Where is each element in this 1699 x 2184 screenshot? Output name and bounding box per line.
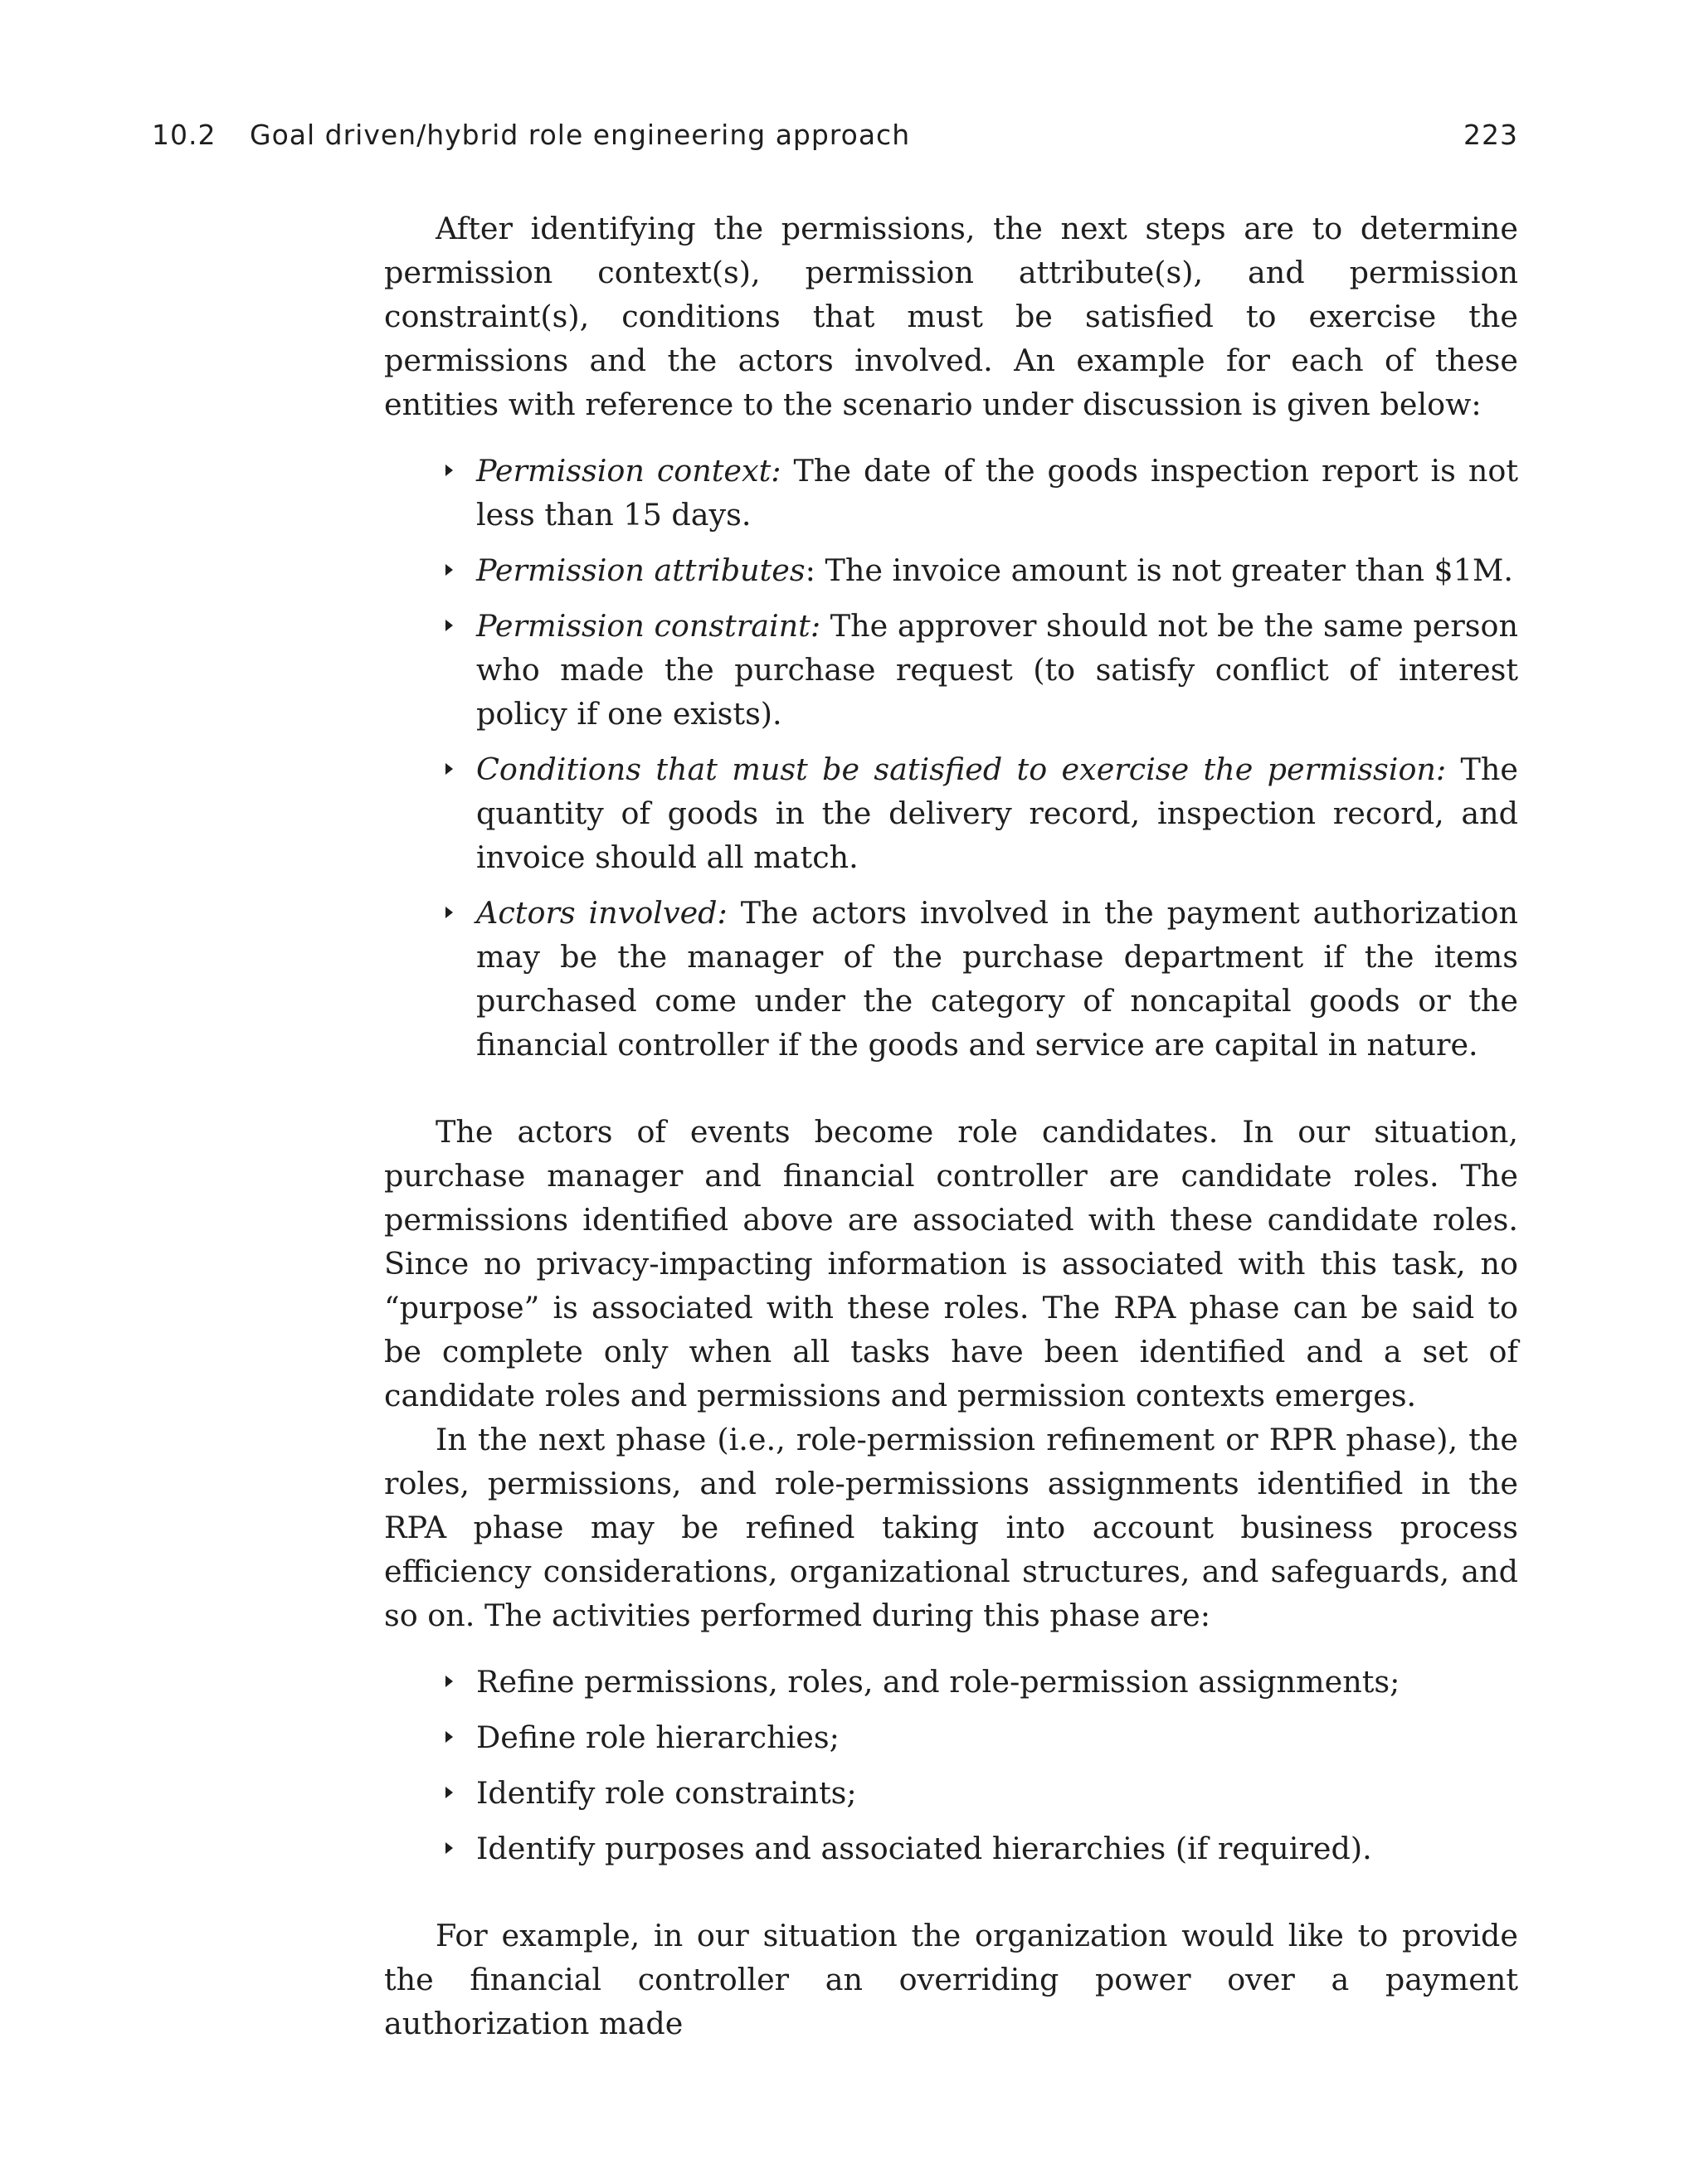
bullet-icon xyxy=(445,620,453,631)
section-title: Goal driven/hybrid role engineering approach xyxy=(250,119,911,151)
bullet-icon xyxy=(445,1676,453,1687)
section-number: 10.2 xyxy=(152,119,217,151)
list-item xyxy=(384,449,1518,537)
body-text xyxy=(384,207,1518,2045)
list-item xyxy=(384,604,1518,736)
item-text: Define role hierarchies; xyxy=(476,1719,840,1755)
item-term: Conditions that must be satisfied to exercise the permission: xyxy=(476,752,1447,787)
bullet-icon xyxy=(445,763,453,775)
list-item xyxy=(384,1660,1518,1704)
item-term: Actors involved: xyxy=(476,895,728,931)
list-item xyxy=(384,747,1518,879)
bullet-icon xyxy=(445,1787,453,1798)
item-term: Permission constraint: xyxy=(476,608,821,644)
item-text: Refine permissions, roles, and role-permission assignments; xyxy=(476,1664,1400,1700)
bullet-icon xyxy=(445,1731,453,1743)
list-item xyxy=(384,548,1518,592)
paragraph-example: For example, in our situation the organization would like to provide the financial controller an overriding power over a payment authorization made xyxy=(384,1918,1518,2041)
running-head xyxy=(152,119,1518,151)
list-item xyxy=(384,1715,1518,1759)
list-item xyxy=(384,1771,1518,1815)
item-term: Permission attributes xyxy=(476,552,806,588)
item-term: Permission context: xyxy=(476,453,781,489)
bullet-icon xyxy=(445,907,453,918)
paragraph-intro: After identifying the permissions, the next steps are to determine permission context(s), permission attribute(s), and permission constraint(s), conditions that must be satisfied to exercise the permissions and the actors involved. An example for each of these entities with reference to the scenario under discussion is given below: xyxy=(384,211,1518,422)
item-text: The approver should not be the same person who made the purchase request (to satisfy conflict of interest policy if one exists). xyxy=(476,608,1518,732)
item-text: Identify role constraints; xyxy=(476,1775,857,1811)
item-text: The quantity of goods in the delivery record, inspection record, and invoice should all match. xyxy=(476,752,1519,875)
bullet-icon xyxy=(445,1842,453,1854)
item-text: Identify purposes and associated hierarchies (if required). xyxy=(476,1831,1372,1866)
page-number: 223 xyxy=(1463,119,1518,151)
rpr-activities-list xyxy=(384,1660,1518,1870)
item-text: The actors involved in the payment authorization may be the manager of the purchase department if the items purchased come under the category of noncapital goods or the financial controller if the goods and service are capital in nature. xyxy=(476,895,1518,1063)
item-text: : The invoice amount is not greater than $1M. xyxy=(805,552,1513,588)
list-item xyxy=(384,1826,1518,1870)
paragraph-role-candidates: The actors of events become role candidates. In our situation, purchase manager and financial controller are candidate roles. The permissions identified above are associated with these candidate roles. Since no privacy-impacting information is associated with this task, no “purpose” is associated with these roles. The RPA phase can be said to be complete only when all tasks have been identified and a set of candidate roles and permissions and permission contexts emerges. xyxy=(384,1114,1518,1413)
paragraph-rpr-phase: In the next phase (i.e., role-permission refinement or RPR phase), the roles, permissions, and role-permissions assignments identified in the RPA phase may be refined taking into account business process efficiency considerations, organizational structures, and safeguards, and so on. The activities performed during this phase are: xyxy=(384,1422,1518,1633)
item-text: The date of the goods inspection report is not less than 15 days. xyxy=(476,453,1518,533)
bullet-icon xyxy=(445,465,453,476)
permission-entities-list xyxy=(384,449,1518,1067)
bullet-icon xyxy=(445,564,453,576)
list-item xyxy=(384,891,1518,1067)
